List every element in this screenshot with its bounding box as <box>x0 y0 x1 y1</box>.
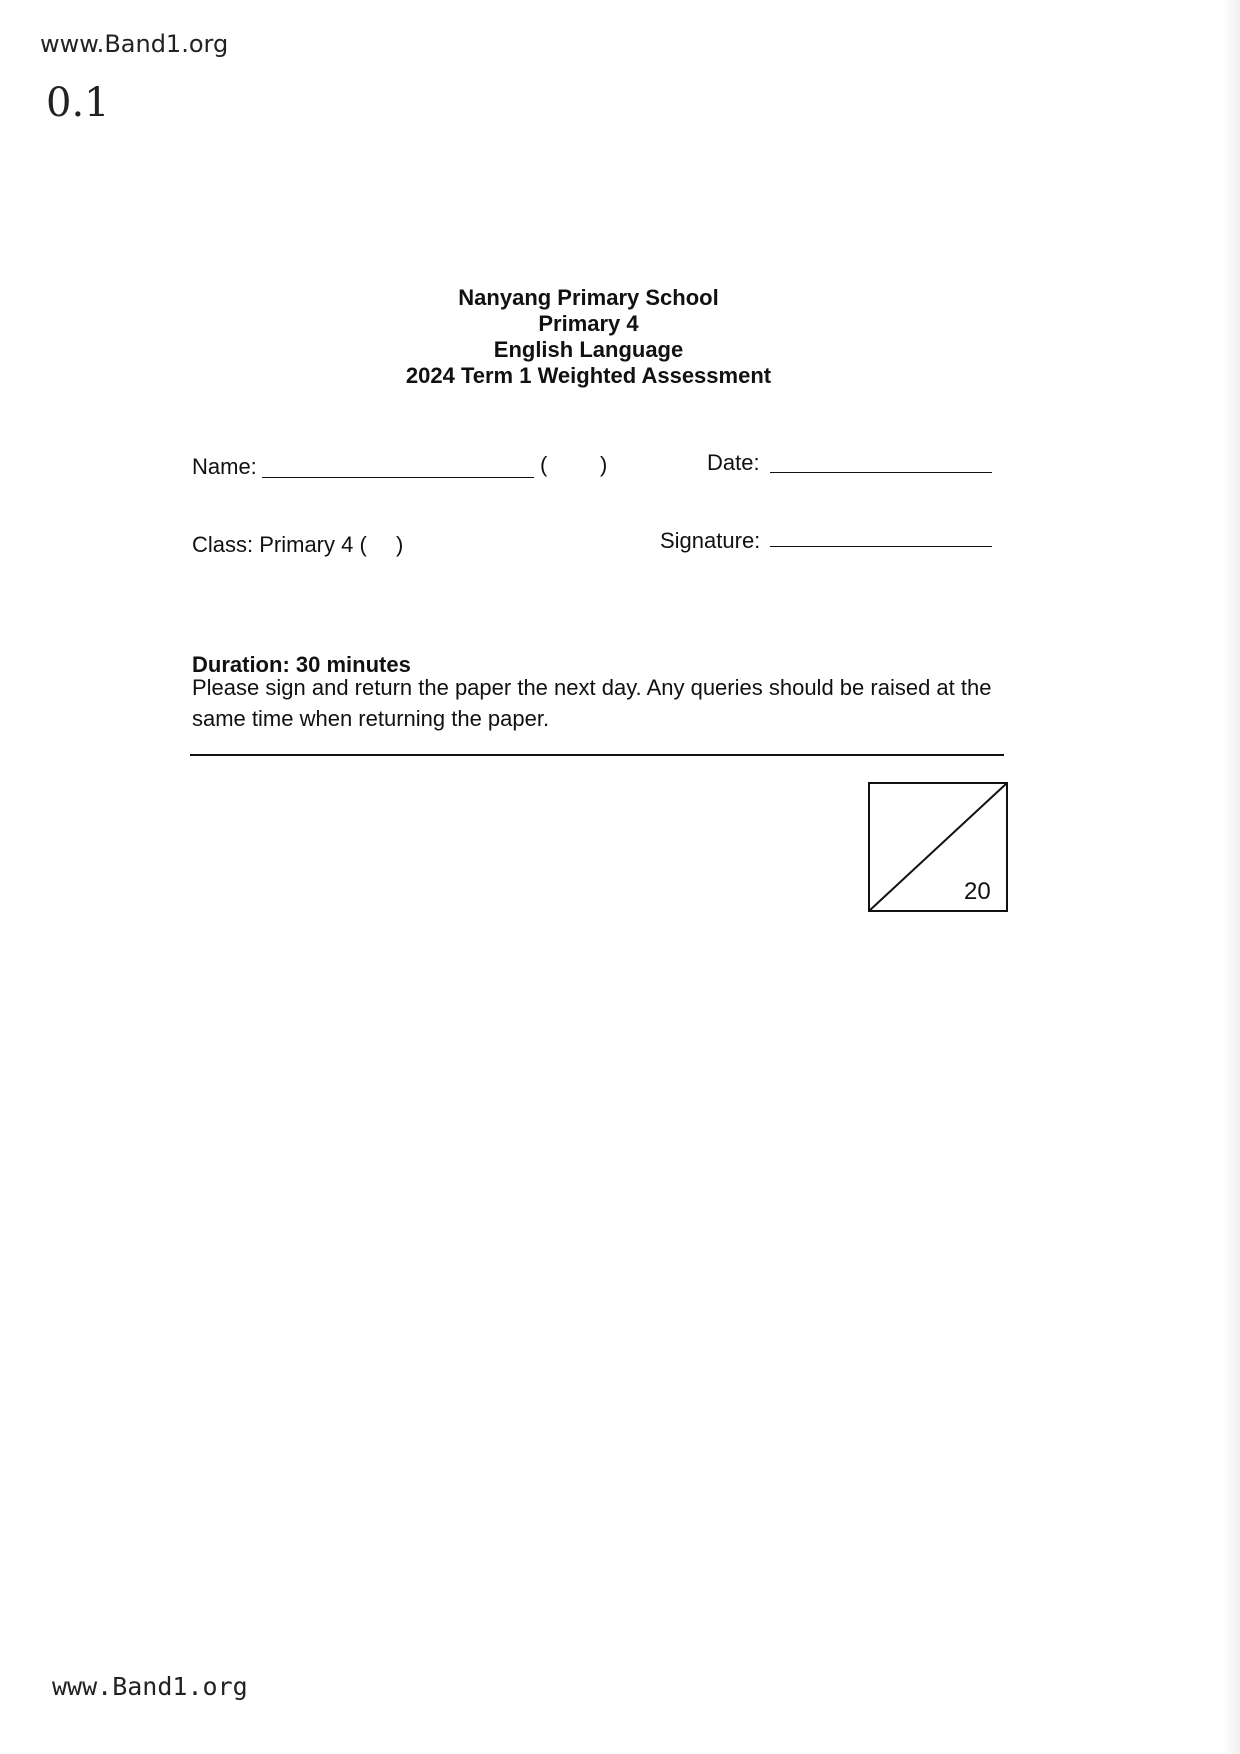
paper-header <box>0 285 1177 389</box>
name-line[interactable] <box>262 477 534 478</box>
signature-line[interactable] <box>770 546 992 547</box>
class-close-paren: ) <box>396 532 404 557</box>
level: Primary 4 <box>538 311 639 336</box>
score-total: 20 <box>964 878 991 905</box>
section-divider <box>190 754 1004 756</box>
duration: Duration: 30 minutes <box>192 652 411 677</box>
subject: English Language <box>493 337 684 362</box>
score-box <box>868 782 1008 912</box>
assessment-title: 2024 Term 1 Weighted Assessment <box>405 363 772 388</box>
date-line[interactable] <box>770 472 992 473</box>
date-label: Date: <box>707 450 760 475</box>
register-number-open: ( <box>540 452 548 477</box>
register-number-close: ) <box>600 452 608 477</box>
class-label: Class: Primary 4 ( <box>192 532 367 557</box>
instructions-text: Please sign and return the paper the next day. Any queries should be raised at the same time when returning the paper. <box>192 675 992 731</box>
page-edge-shadow <box>1222 0 1240 1754</box>
watermark-bottom: www.Band1.org <box>52 1672 248 1701</box>
signature-label: Signature: <box>660 528 761 553</box>
name-label: Name: <box>192 454 257 479</box>
page-number: 0.1 <box>46 80 110 126</box>
watermark-top: www.Band1.org <box>40 30 229 58</box>
school-name: Nanyang Primary School <box>458 285 719 310</box>
